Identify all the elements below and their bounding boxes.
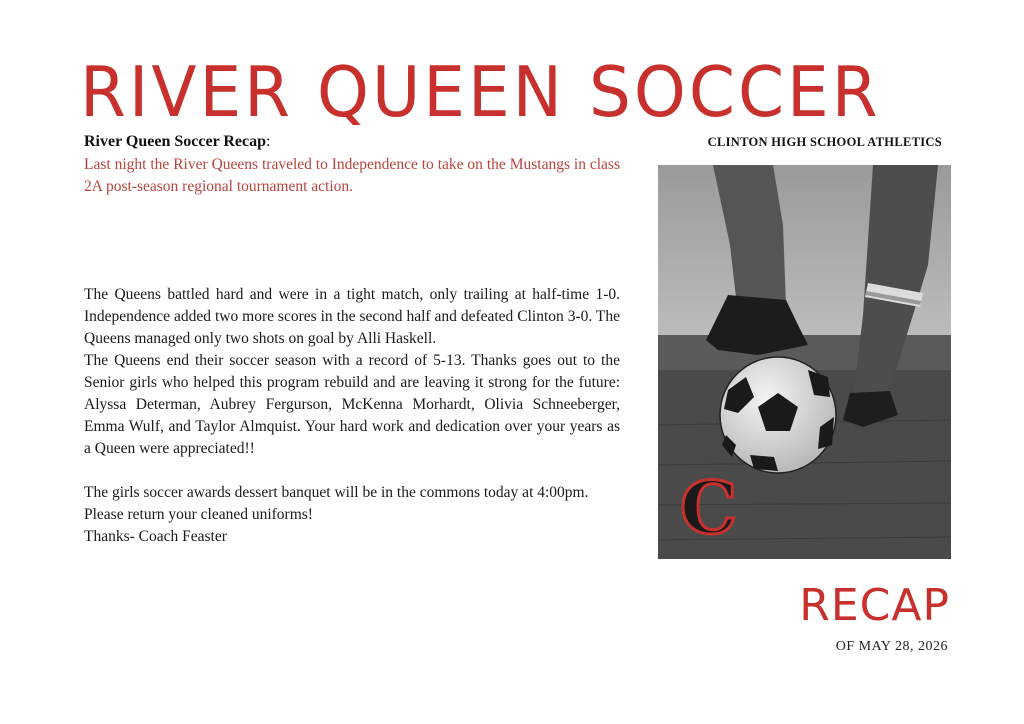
paragraph-season: The Queens end their soccer season with a record of 5-13. Thanks goes out to the Senior girls who helped this program rebuild and are leaving it strong for the future: Alyssa Determan, Aubrey Fergurson, McKenna Morhardt, Olivia Schneeberger, Emma Wulf, and Taylor Almquist. Your hard work and dedication over your years as a Queen were appreciated!! xyxy=(84,352,620,457)
svg-text:C: C xyxy=(680,465,738,550)
page-title: RIVER QUEEN SOCCER xyxy=(80,51,881,133)
recap-label: RECAP xyxy=(799,580,950,631)
recap-body xyxy=(84,284,620,548)
recap-heading xyxy=(84,133,270,151)
recap-heading-colon: : xyxy=(266,133,271,150)
paragraph-signoff: Thanks- Coach Feaster xyxy=(84,528,227,545)
soccer-photo xyxy=(658,165,951,559)
paragraph-uniforms: Please return your cleaned uniforms! xyxy=(84,506,313,523)
clinton-c-logo-icon xyxy=(680,465,737,550)
paragraph-spacer xyxy=(84,460,620,482)
school-subtitle: CLINTON HIGH SCHOOL ATHLETICS xyxy=(707,135,942,149)
paragraph-banquet: The girls soccer awards dessert banquet will be in the commons today at 4:00pm. xyxy=(84,484,589,501)
paragraph-match: The Queens battled hard and were in a tight match, only trailing at half-time 1-0. Independence added two more scores in the second half and defeated Clinton 3-0. The Queens managed only two shots on goal by Alli Haskell. xyxy=(84,286,620,347)
recap-date: OF MAY 28, 2026 xyxy=(835,639,948,654)
recap-intro: Last night the River Queens traveled to Independence to take on the Mustangs in class 2A post-season regional tournament action. xyxy=(84,156,620,195)
recap-heading-bold: River Queen Soccer Recap xyxy=(84,133,267,150)
